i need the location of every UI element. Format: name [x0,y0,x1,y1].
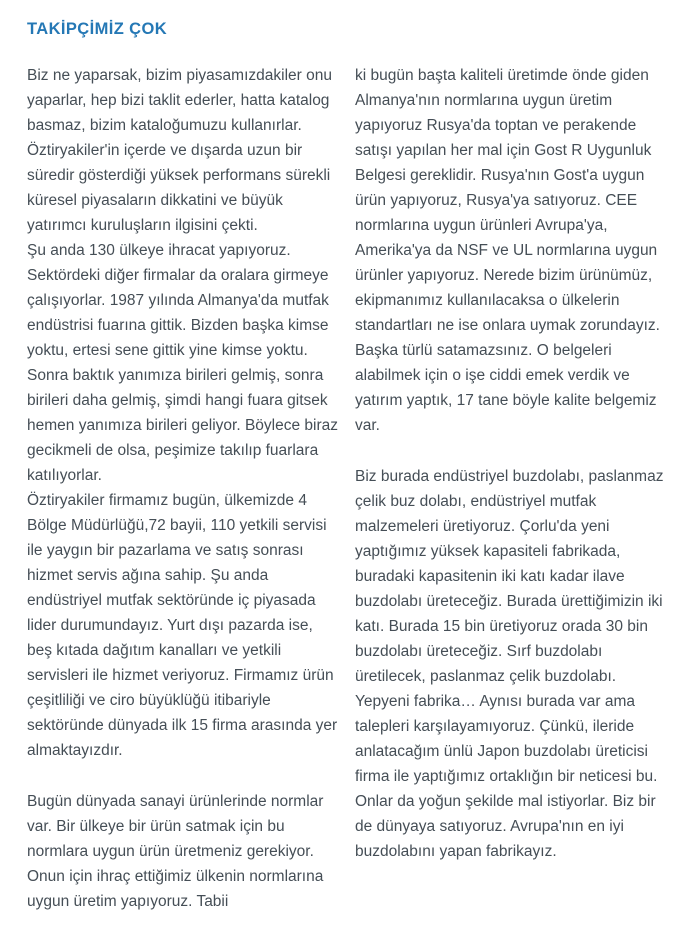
paragraph: Öztiryakiler firmamız bugün, ülkemizde 4 Bölge Müdürlüğü,72 bayii, 110 yetkili servisi ile yaygın bir pazarlama ve satış sonrası hizmet servis ağına sahip. Şu anda endüstriyel mutfak sektöründe iç piyasada lider durumundayız. Yurt dışı pazarda ise, beş kıtada dağıtım kanalları ve yetkili servisleri ile hizmet veriyoruz. Firmamız ürün çeşitliliği ve ciro büyüklüğü itibariyle sektöründe dünyada ilk 15 firma arasında yer almaktayızdır. [27,492,338,759]
left-column [27,63,339,914]
article-title: TAKİPÇİMİZ ÇOK [27,20,168,38]
paragraph: Bugün dünyada sanayi ürünlerinde normlar var. Bir ülkeye bir ürün satmak için bu normlara uygun ürün üretmeniz gerekiyor. Onun için ihraç ettiğimiz ülkenin normlarına uygun üretim yapıyoruz. Tabii [27,793,324,910]
paragraph: Şu anda 130 ülkeye ihracat yapıyoruz. Sektördeki diğer firmalar da oralara girmeye çalışıyorlar. 1987 yılında Almanya'da mutfak endüstrisi fuarına gittik. Bizden başka kimse yoktu, ertesi sene gittik yine kimse yoktu. Sonra baktık yanımıza birileri gelmiş, sonra birileri daha gelmiş, şimdi hangi fuara gitsek hemen yanımıza birileri geliyor. Böylece biraz gecikmeli de olsa, peşimize takılıp fuarlara katılıyorlar. [27,242,338,484]
paragraph: Biz ne yaparsak, bizim piyasamızdakiler onu yaparlar, hep bizi taklit ederler, hatta katalog basmaz, bizim kataloğumuzu kullanırlar. Öztiryakiler'in içerde ve dışarda uzun bir süredir gösterdiği yüksek performans sürekli küresel piyasaların dikkatini ve büyük yatırımcı kuruluşların ilgisini çekti. [27,67,332,234]
paragraph: ki bugün başta kaliteli üretimde önde giden Almanya'nın normlarına uygun üretim yapıyoruz Rusya'da toptan ve perakende satışı yapılan her mal için Gost R Uygunluk Belgesi gereklidir. Rusya'nın Gost'a uygun ürün yapıyoruz, Rusya'ya satıyoruz. CEE normlarına uygun ürünleri Avrupa'ya, Amerika'ya da NSF ve UL normlarına uygun ürünler yapıyoruz. Nerede bizim ürünümüz, ekipmanımız kullanılacaksa o ülkelerin standartları ne ise onlara uymak zorundayız. Başka türlü satamazsınız. O belgeleri alabilmek için o işe ciddi emek verdik ve yatırım yaptık, 17 tane böyle kalite belgemiz var. [355,67,660,434]
right-column [355,63,673,914]
article-columns [27,63,673,914]
paragraph: Biz burada endüstriyel buzdolabı, paslanmaz çelik buz dolabı, endüstriyel mutfak malzemeleri üretiyoruz. Çorlu'da yeni yaptığımız yüksek kapasiteli fabrikada, buradaki kapasitenin iki katı kadar ilave buzdolabı üreteceğiz. Burada ürettiğimizin iki katı. Burada 15 bin üretiyoruz orada 30 bin buzdolabı üreteceğiz. Sırf buzdolabı üretilecek, paslanmaz çelik buzdolabı. Yepyeni fabrika… Aynısı burada var ama talepleri karşılayamıyoruz. Çünkü, ileride anlatacağım ünlü Japon buzdolabı üreticisi firma ile yaptığımız ortaklığın bir neticesi bu. Onlar da yoğun şekilde mal istiyorlar. Biz bir de dünyaya satıyoruz. Avrupa'nın en iyi buzdolabını yapan fabrikayız. [355,468,664,860]
